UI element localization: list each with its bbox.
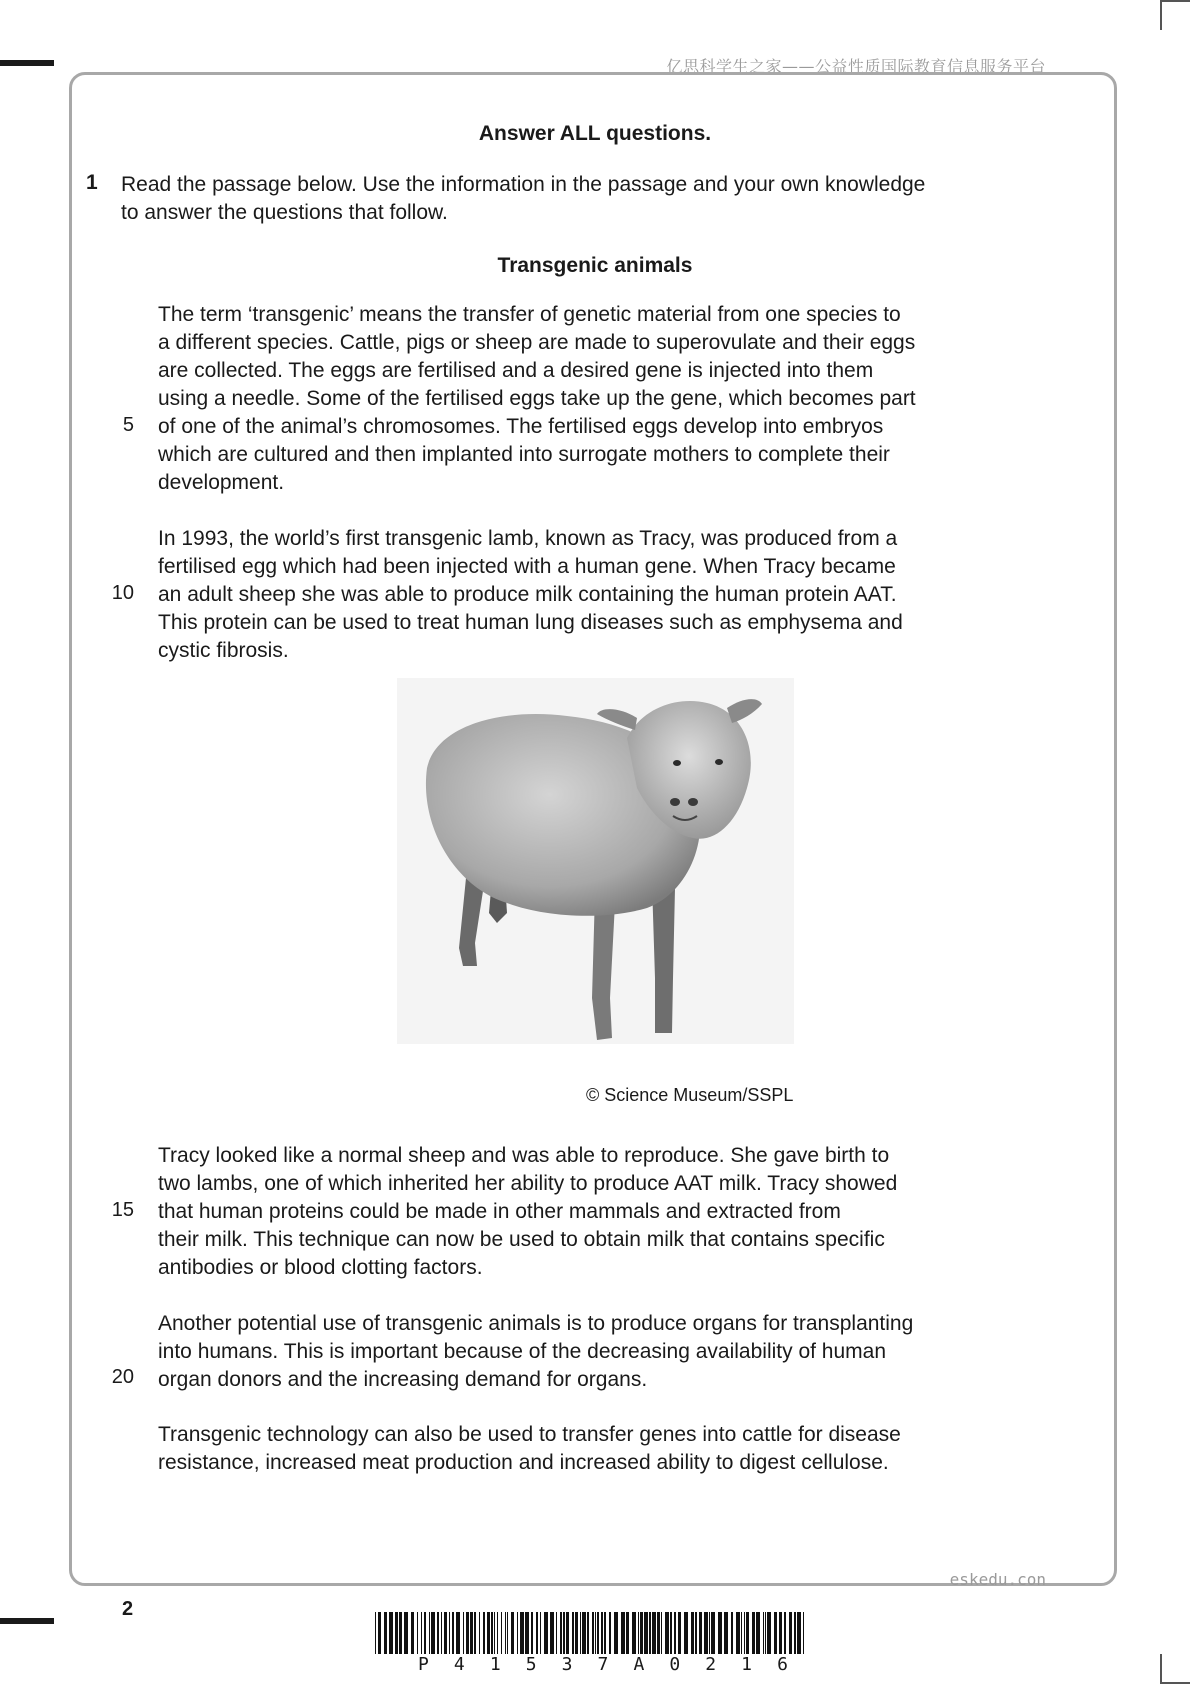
passage-line: two lambs, one of which inherited her ability to produce AAT milk. Tracy showed xyxy=(158,1172,898,1195)
barcode-bar xyxy=(638,1612,639,1654)
barcode-bar xyxy=(767,1612,771,1654)
barcode-bar xyxy=(736,1612,740,1654)
barcode-bar xyxy=(763,1612,764,1654)
barcode-bar xyxy=(417,1612,418,1654)
barcode-bar xyxy=(779,1612,782,1654)
barcode-bar xyxy=(491,1612,493,1654)
footer-watermark: eskedu.con xyxy=(949,1570,1046,1589)
passage-line: cystic fibrosis. xyxy=(158,639,289,662)
barcode-char: A xyxy=(633,1654,645,1675)
barcode-bar xyxy=(595,1612,596,1654)
passage-line: that human proteins could be made in other mammals and extracted from xyxy=(158,1200,841,1223)
passage-line: The term ‘transgenic’ means the transfer of genetic material from one species to xyxy=(158,303,901,326)
passage-line: In 1993, the world’s first transgenic lamb, known as Tracy, was produced from a xyxy=(158,527,898,550)
barcode-bar xyxy=(399,1612,402,1654)
barcode-bar xyxy=(507,1612,508,1654)
barcode-bar xyxy=(437,1612,439,1654)
barcode-bar xyxy=(497,1612,498,1654)
passage-line: which are cultured and then implanted into surrogate mothers to complete their xyxy=(158,443,890,466)
barcode-bar xyxy=(678,1612,681,1654)
barcode-bar xyxy=(544,1612,548,1654)
barcode-bar xyxy=(575,1612,578,1654)
barcode-bar xyxy=(601,1612,603,1654)
barcode-char: 0 xyxy=(669,1654,681,1675)
barcode-bar xyxy=(789,1612,792,1654)
line-number: 20 xyxy=(111,1366,134,1388)
barcode-bar xyxy=(411,1612,414,1654)
barcode-bar xyxy=(525,1612,529,1654)
barcode-bar xyxy=(756,1612,760,1654)
barcode-bar xyxy=(487,1612,490,1654)
barcode-bar xyxy=(794,1612,796,1654)
barcode-bar xyxy=(746,1612,749,1654)
barcode-bar xyxy=(695,1612,697,1654)
barcode-bar xyxy=(744,1612,745,1654)
barcode-bar xyxy=(670,1612,672,1654)
barcode-char: 3 xyxy=(561,1654,573,1675)
barcode-bar xyxy=(566,1612,569,1654)
passage-paragraph xyxy=(158,1421,901,1477)
barcode-char: 2 xyxy=(705,1654,717,1675)
passage-line: organ donors and the increasing demand for organs. xyxy=(158,1368,648,1391)
barcode-bar xyxy=(431,1612,435,1654)
barcode-bar xyxy=(452,1612,454,1654)
barcode-bar xyxy=(709,1612,710,1654)
barcode-bar xyxy=(556,1612,557,1654)
barcode-char: 7 xyxy=(597,1654,609,1675)
barcode-bar xyxy=(424,1612,426,1654)
passage-line: Tracy looked like a normal sheep and was able to reproduce. She gave birth to xyxy=(158,1144,890,1167)
passage-line: fertilised egg which had been injected with a human gene. When Tracy became xyxy=(158,555,896,578)
barcode-bar xyxy=(474,1612,476,1654)
line-number: 5 xyxy=(122,414,134,436)
barcode-bar xyxy=(803,1612,804,1654)
barcode-bar xyxy=(563,1612,565,1654)
barcode-bar xyxy=(731,1612,733,1654)
photo-credit: © Science Museum/SSPL xyxy=(586,1085,794,1105)
barcode-bar xyxy=(632,1612,636,1654)
barcode-bar xyxy=(517,1612,518,1654)
barcode-bar xyxy=(501,1612,502,1654)
passage-paragraph xyxy=(158,301,916,497)
barcode-bar xyxy=(536,1612,538,1654)
barcode-bar xyxy=(580,1612,581,1654)
passage-paragraph xyxy=(158,1310,913,1394)
barcode-bar xyxy=(550,1612,554,1654)
barcode-bar xyxy=(614,1612,618,1654)
corner-mark xyxy=(1160,0,1162,30)
barcode-bar xyxy=(470,1612,473,1654)
barcode-char: 4 xyxy=(453,1654,465,1675)
barcode-bar xyxy=(797,1612,801,1654)
barcode-bar xyxy=(375,1612,376,1654)
passage-line: an adult sheep she was able to produce milk containing the human protein AAT. xyxy=(158,583,897,606)
barcode-bar xyxy=(711,1612,715,1654)
barcode-bar xyxy=(592,1612,594,1654)
passage-line: resistance, increased meat production and increased ability to digest cellulose. xyxy=(158,1451,889,1474)
page-number: 2 xyxy=(122,1598,134,1620)
passage-line: a different species. Cattle, pigs or sheep are made to superovulate and their eggs xyxy=(158,331,916,354)
barcode-bar xyxy=(657,1612,660,1654)
barcode-bar xyxy=(587,1612,589,1654)
header-watermark: 亿思科学生之家——公益性质国际教育信息服务平台 xyxy=(666,57,1046,76)
passage-line: into humans. This is important because of the decreasing availability of human xyxy=(158,1340,887,1363)
barcode-bar xyxy=(531,1612,533,1654)
barcode-bar xyxy=(494,1612,495,1654)
passage-line: of one of the animal’s chromosomes. The fertilised eggs develop into embryos xyxy=(158,415,884,438)
barcode-bar xyxy=(384,1612,387,1654)
barcode-bar xyxy=(421,1612,422,1654)
barcode-bar xyxy=(684,1612,688,1654)
barcode-bar xyxy=(582,1612,586,1654)
question-number: 1 xyxy=(86,171,98,194)
barcode-bar xyxy=(449,1612,450,1654)
barcode-bar xyxy=(511,1612,514,1654)
barcode-bar xyxy=(649,1612,651,1654)
barcode-char: 5 xyxy=(525,1654,537,1675)
barcode-bar xyxy=(784,1612,786,1654)
barcode-bar xyxy=(765,1612,766,1654)
passage-line: are collected. The eggs are fertilised and a desired gene is injected into them xyxy=(158,359,874,382)
barcode-bar xyxy=(572,1612,574,1654)
barcode-bar xyxy=(752,1612,755,1654)
crop-mark xyxy=(0,60,54,66)
barcode-bar xyxy=(560,1612,562,1654)
barcode-bar xyxy=(774,1612,777,1654)
barcode-text xyxy=(418,1654,788,1675)
barcode-bar xyxy=(665,1612,669,1654)
passage-line: antibodies or blood clotting factors. xyxy=(158,1256,483,1279)
passage-title: Transgenic animals xyxy=(497,254,693,277)
barcode-bar xyxy=(520,1612,524,1654)
passage-paragraph xyxy=(158,525,903,665)
barcode-bar xyxy=(463,1612,464,1654)
barcode-bar xyxy=(644,1612,648,1654)
barcode-bar xyxy=(404,1612,408,1654)
barcode-bar xyxy=(640,1612,643,1654)
intro-line: Read the passage below. Use the information in the passage and your own knowledge xyxy=(121,173,926,196)
barcode-bar xyxy=(444,1612,447,1654)
barcode-bar xyxy=(652,1612,656,1654)
barcode-bar xyxy=(441,1612,442,1654)
corner-mark xyxy=(1160,0,1190,2)
barcode-bar xyxy=(395,1612,398,1654)
barcode-bar xyxy=(704,1612,708,1654)
barcode-bar xyxy=(466,1612,469,1654)
barcode-bar xyxy=(505,1612,506,1654)
barcode-bar xyxy=(621,1612,625,1654)
barcode-bar xyxy=(483,1612,485,1654)
sheep-photo xyxy=(397,678,794,1044)
barcode-bar xyxy=(540,1612,541,1654)
barcode-bar xyxy=(718,1612,722,1654)
barcode-bar xyxy=(389,1612,393,1654)
passage-line: their milk. This technique can now be used to obtain milk that contains specific xyxy=(158,1228,885,1251)
barcode-bar xyxy=(429,1612,430,1654)
passage-line: Another potential use of transgenic animals is to produce organs for transplanting xyxy=(158,1312,914,1335)
barcode-bar xyxy=(741,1612,742,1654)
crop-mark xyxy=(0,1618,54,1624)
barcode-bar xyxy=(661,1612,662,1654)
barcode-bar xyxy=(479,1612,480,1654)
sheep-illustration xyxy=(397,678,794,1044)
question-intro xyxy=(121,171,1021,227)
barcode-bar xyxy=(378,1612,381,1654)
barcode-bar xyxy=(609,1612,611,1654)
corner-mark xyxy=(1160,1654,1162,1684)
barcode-char: 1 xyxy=(489,1654,501,1675)
passage-line: using a needle. Some of the fertilised eggs take up the gene, which becomes part xyxy=(158,387,916,410)
line-number: 15 xyxy=(111,1199,134,1221)
intro-line: to answer the questions that follow. xyxy=(121,201,448,224)
barcode-char: 1 xyxy=(741,1654,752,1675)
barcode-bar xyxy=(674,1612,676,1654)
barcode-char: 6 xyxy=(777,1654,788,1675)
line-number: 10 xyxy=(111,582,134,604)
barcode-bar xyxy=(456,1612,460,1654)
barcode-bar xyxy=(699,1612,702,1654)
barcode-bar xyxy=(724,1612,728,1654)
barcode-bar xyxy=(626,1612,629,1654)
barcode-bar xyxy=(691,1612,694,1654)
instructions-heading: Answer ALL questions. xyxy=(478,122,712,145)
barcode-bar xyxy=(604,1612,606,1654)
barcode-char: P xyxy=(418,1654,429,1675)
passage-line: Transgenic technology can also be used to transfer genes into cattle for disease xyxy=(158,1423,901,1446)
passage-paragraph xyxy=(158,1142,897,1282)
passage-line: This protein can be used to treat human lung diseases such as emphysema and xyxy=(158,611,903,634)
barcode-bar xyxy=(597,1612,599,1654)
passage-line: development. xyxy=(158,471,285,494)
barcode xyxy=(375,1612,811,1654)
